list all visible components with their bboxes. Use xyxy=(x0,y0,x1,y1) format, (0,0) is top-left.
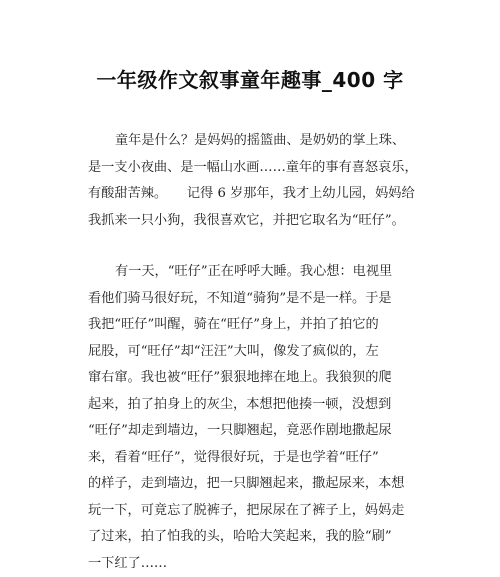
text-line: 看他们骑马很好玩，不知道“骑狗”是不是一样。于是 xyxy=(88,286,418,313)
text-line: 我抓来一只小狗，我很喜欢它，并把它取名为“旺仔”。 xyxy=(88,208,418,235)
text-line: 来，看着“旺仔”，觉得很好玩，于是也学着“旺仔” xyxy=(88,445,418,472)
text-line: 的样子，走到墙边，把一只脚翘起来，撒起尿来，本想 xyxy=(88,471,418,498)
text-line: 玩一下，可竟忘了脱裤子，把尿尿在了裤子上，妈妈走 xyxy=(88,498,418,525)
text-line: 起来，拍了拍身上的灰尘，本想把他揍一顿，没想到 xyxy=(88,392,418,419)
text-line: 有酸甜苦辣。 记得 6 岁那年，我才上幼儿园，妈妈给 xyxy=(88,181,418,208)
text-line: “旺仔”却走到墙边，一只脚翘起，竟恶作剧地撒起尿 xyxy=(88,418,418,445)
paragraph-1 xyxy=(88,128,418,234)
text-line: 了过来，拍了怕我的头，哈哈大笑起来，我的脸“刷” xyxy=(88,524,418,551)
text-line: 屁股，可“旺仔”却“汪汪”大叫，像发了疯似的，左 xyxy=(88,339,418,366)
text-line: 有一天，“旺仔”正在呼呼大睡。我心想：电视里 xyxy=(88,259,418,286)
document-title: 一年级作文叙事童年趣事_400 字 xyxy=(0,64,500,93)
paragraph-2 xyxy=(88,259,418,577)
text-line: 一下红了…… xyxy=(88,551,418,577)
text-line: 我把“旺仔”叫醒，骑在“旺仔”身上，并拍了拍它的 xyxy=(88,312,418,339)
text-line: 童年是什么？是妈妈的摇篮曲、是奶奶的掌上珠、 xyxy=(88,128,418,155)
text-line: 是一支小夜曲、是一幅山水画……童年的事有喜怒哀乐， xyxy=(88,155,418,182)
text-line: 窜右窜。我也被“旺仔”狠狠地摔在地上。我狼狈的爬 xyxy=(88,365,418,392)
